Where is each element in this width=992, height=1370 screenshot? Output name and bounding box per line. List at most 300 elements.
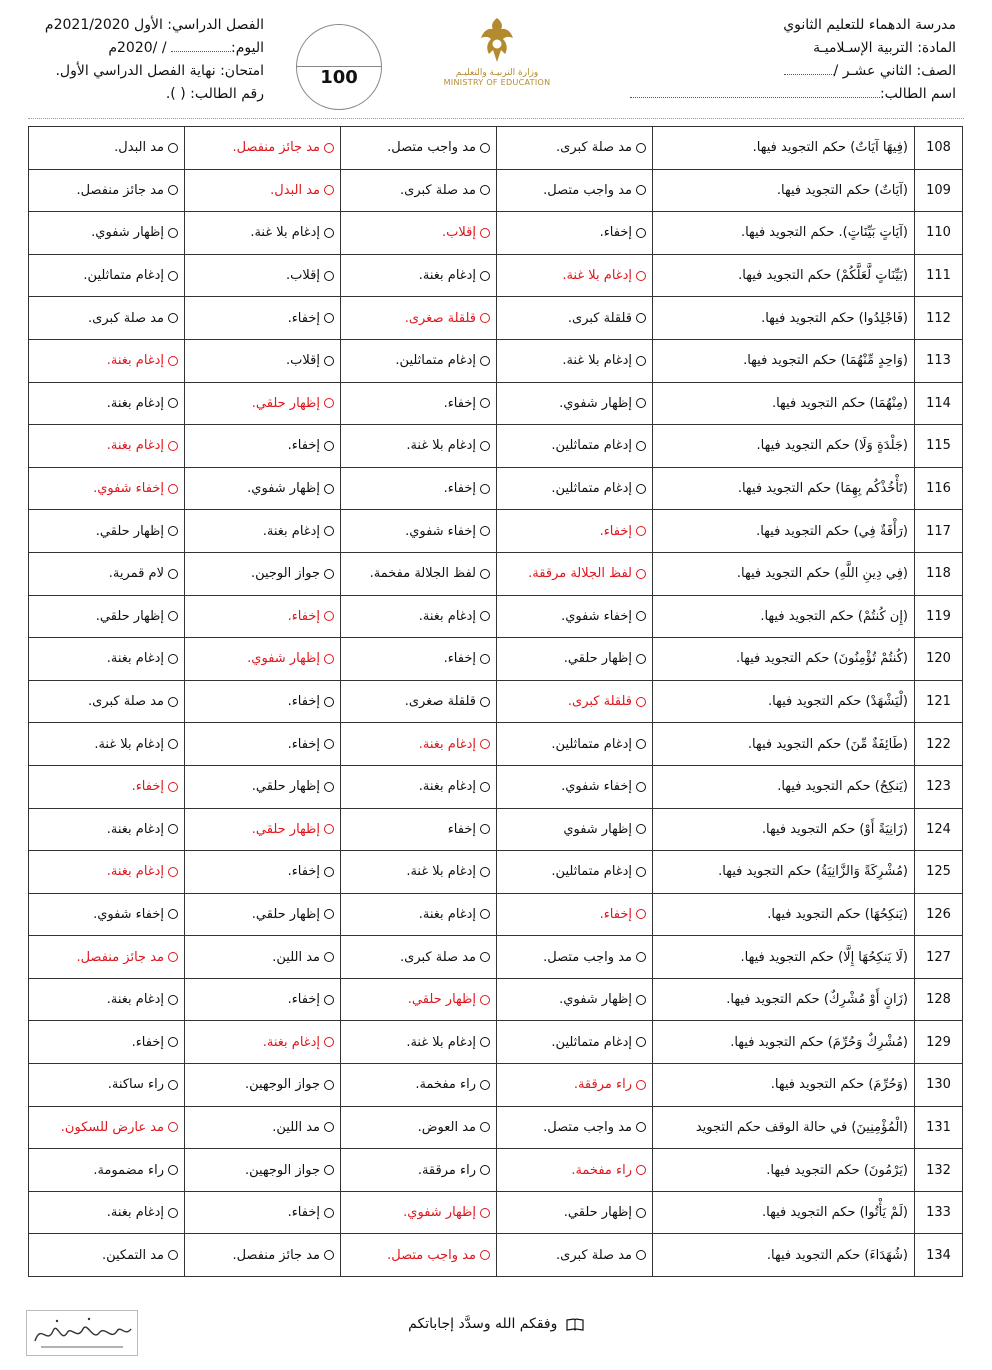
answer-option[interactable]	[497, 169, 653, 212]
questions-table	[28, 126, 963, 1277]
option-label: إخفاء.	[287, 992, 320, 1008]
answer-option-correct[interactable]	[497, 680, 653, 723]
radio-circle-icon[interactable]	[324, 398, 334, 408]
answer-option[interactable]	[29, 297, 185, 340]
answer-option[interactable]	[29, 595, 185, 638]
answer-option-correct[interactable]	[341, 1234, 497, 1277]
falcon-emblem-icon	[479, 16, 515, 66]
radio-circle-icon[interactable]	[636, 611, 646, 621]
question-row	[29, 978, 963, 1021]
question-number: 111	[915, 254, 963, 297]
option-label: إظهار حلقي.	[251, 395, 320, 411]
answer-option-correct[interactable]	[185, 808, 341, 851]
radio-circle-icon[interactable]	[168, 697, 178, 707]
radio-circle-icon[interactable]	[324, 867, 334, 877]
option-label: مد جائز منفصل.	[76, 949, 164, 965]
answer-option[interactable]	[341, 382, 497, 425]
answer-option[interactable]	[185, 851, 341, 894]
radio-circle-icon[interactable]	[480, 143, 490, 153]
answer-option[interactable]	[341, 936, 497, 979]
option-label: إخفاء.	[599, 523, 632, 539]
answer-option-correct[interactable]	[185, 595, 341, 638]
answer-option[interactable]	[497, 467, 653, 510]
radio-circle-icon[interactable]	[636, 484, 646, 494]
radio-circle-icon[interactable]	[636, 398, 646, 408]
radio-circle-icon[interactable]	[324, 313, 334, 323]
answer-option[interactable]	[497, 1021, 653, 1064]
radio-circle-icon[interactable]	[480, 739, 490, 749]
option-label: إخفاء.	[131, 779, 164, 795]
radio-circle-icon[interactable]	[480, 1037, 490, 1047]
answer-option[interactable]	[497, 723, 653, 766]
radio-circle-icon[interactable]	[636, 1122, 646, 1132]
option-label: مد واجب متصل.	[543, 949, 632, 965]
answer-option[interactable]	[497, 297, 653, 340]
answer-option[interactable]	[497, 1106, 653, 1149]
radio-circle-icon[interactable]	[480, 398, 490, 408]
option-label: إقلاب.	[286, 353, 320, 369]
exam-label: امتحان: نهاية الفصل الدراسي الأول.	[55, 63, 264, 79]
radio-circle-icon[interactable]	[168, 654, 178, 664]
option-label: إظهار حلقي.	[251, 779, 320, 795]
radio-circle-icon[interactable]	[636, 569, 646, 579]
answer-option[interactable]	[497, 425, 653, 468]
radio-circle-icon[interactable]	[480, 1122, 490, 1132]
answer-option[interactable]	[341, 127, 497, 170]
radio-circle-icon[interactable]	[168, 1122, 178, 1132]
question-row	[29, 936, 963, 979]
answer-option[interactable]	[29, 510, 185, 553]
answer-option-correct[interactable]	[341, 1191, 497, 1234]
answer-option[interactable]	[185, 339, 341, 382]
answer-option-correct[interactable]	[497, 1149, 653, 1192]
answer-option[interactable]	[29, 169, 185, 212]
answer-option[interactable]	[29, 1191, 185, 1234]
answer-option[interactable]	[185, 936, 341, 979]
radio-circle-icon[interactable]	[636, 952, 646, 962]
radio-circle-icon[interactable]	[636, 526, 646, 536]
option-label: مد التمكين.	[101, 1247, 164, 1263]
radio-circle-icon[interactable]	[480, 271, 490, 281]
answer-option[interactable]	[497, 1234, 653, 1277]
answer-option[interactable]	[29, 1064, 185, 1107]
question-text: (وَحُرِّمَ) حكم التجويد فيها.	[653, 1064, 915, 1107]
answer-option[interactable]	[29, 723, 185, 766]
answer-option-correct[interactable]	[497, 1064, 653, 1107]
radio-circle-icon[interactable]	[480, 1250, 490, 1260]
option-label: إخفاء.	[131, 1034, 164, 1050]
option-label: إدغام بغنة.	[262, 1034, 320, 1050]
radio-circle-icon[interactable]	[324, 782, 334, 792]
radio-circle-icon[interactable]	[324, 1165, 334, 1175]
question-number: 120	[915, 638, 963, 681]
answer-option-correct[interactable]	[29, 851, 185, 894]
question-text: (لَمْ يَأْتُوا) حكم التجويد فيها.	[653, 1191, 915, 1234]
question-number: 109	[915, 169, 963, 212]
answer-option-correct[interactable]	[185, 169, 341, 212]
answer-option[interactable]	[497, 851, 653, 894]
question-number: 113	[915, 339, 963, 382]
question-text: (يَرْمُونَ) حكم التجويد فيها.	[653, 1149, 915, 1192]
answer-option[interactable]	[185, 425, 341, 468]
option-label: إظهار شفوي	[563, 821, 632, 837]
radio-circle-icon[interactable]	[168, 484, 178, 494]
radio-circle-icon[interactable]	[168, 1037, 178, 1047]
radio-circle-icon[interactable]	[168, 143, 178, 153]
answer-option[interactable]	[29, 382, 185, 425]
option-label: إدغام بغنة.	[106, 353, 164, 369]
radio-circle-icon[interactable]	[324, 143, 334, 153]
answer-option[interactable]	[185, 212, 341, 255]
option-label: لفظ الجلالة مرققة.	[528, 566, 632, 582]
option-label: إدغام بغنة.	[418, 736, 476, 752]
answer-option[interactable]	[341, 169, 497, 212]
option-label: مد واجب متصل.	[387, 1247, 476, 1263]
answer-option[interactable]	[185, 1191, 341, 1234]
option-label: إدغام بغنة.	[106, 821, 164, 837]
answer-option-correct[interactable]	[341, 978, 497, 1021]
answer-option[interactable]	[185, 297, 341, 340]
radio-circle-icon[interactable]	[324, 569, 334, 579]
question-text: (الْمُؤْمِنِينَ) في حالة الوقف حكم التجويد	[653, 1106, 915, 1149]
question-number: 116	[915, 467, 963, 510]
radio-circle-icon[interactable]	[324, 909, 334, 919]
answer-option[interactable]	[341, 851, 497, 894]
answer-option-correct[interactable]	[29, 467, 185, 510]
answer-option[interactable]	[497, 127, 653, 170]
school-name: مدرسة الدهماء للتعليم الثانوي	[783, 17, 956, 33]
radio-circle-icon[interactable]	[168, 1208, 178, 1218]
exam-header	[0, 0, 992, 118]
answer-option[interactable]	[497, 595, 653, 638]
radio-circle-icon[interactable]	[168, 782, 178, 792]
radio-circle-icon[interactable]	[168, 995, 178, 1005]
radio-circle-icon[interactable]	[636, 313, 646, 323]
question-number: 122	[915, 723, 963, 766]
radio-circle-icon[interactable]	[324, 697, 334, 707]
radio-circle-icon[interactable]	[480, 909, 490, 919]
answer-option[interactable]	[497, 339, 653, 382]
radio-circle-icon[interactable]	[324, 739, 334, 749]
answer-option-correct[interactable]	[341, 723, 497, 766]
radio-circle-icon[interactable]	[168, 356, 178, 366]
radio-circle-icon[interactable]	[168, 185, 178, 195]
radio-circle-icon[interactable]	[480, 1208, 490, 1218]
radio-circle-icon[interactable]	[636, 782, 646, 792]
question-number: 128	[915, 978, 963, 1021]
option-label: قلقلة كبرى.	[567, 310, 632, 326]
answer-option[interactable]	[29, 808, 185, 851]
option-label: إخفاء شفوي.	[93, 481, 164, 497]
answer-option-correct[interactable]	[29, 339, 185, 382]
radio-circle-icon[interactable]	[480, 484, 490, 494]
radio-circle-icon[interactable]	[480, 611, 490, 621]
question-text: (مُشْرِكٌ وَحُرِّمَ) حكم التجويد فيها.	[653, 1021, 915, 1064]
radio-circle-icon[interactable]	[636, 697, 646, 707]
answer-option[interactable]	[29, 978, 185, 1021]
answer-option[interactable]	[29, 638, 185, 681]
answer-option[interactable]	[341, 510, 497, 553]
option-label: إدغام بلا غنة.	[94, 736, 164, 752]
radio-circle-icon[interactable]	[636, 1165, 646, 1175]
question-number: 108	[915, 127, 963, 170]
radio-circle-icon[interactable]	[636, 1080, 646, 1090]
answer-option[interactable]	[185, 552, 341, 595]
radio-circle-icon[interactable]	[324, 441, 334, 451]
radio-circle-icon[interactable]	[168, 228, 178, 238]
answer-option[interactable]	[497, 1191, 653, 1234]
radio-circle-icon[interactable]	[636, 654, 646, 664]
answer-option[interactable]	[29, 680, 185, 723]
answer-option[interactable]	[341, 254, 497, 297]
question-number: 112	[915, 297, 963, 340]
radio-circle-icon[interactable]	[636, 1037, 646, 1047]
radio-circle-icon[interactable]	[480, 313, 490, 323]
radio-circle-icon[interactable]	[324, 952, 334, 962]
question-number: 114	[915, 382, 963, 425]
answer-option[interactable]	[185, 723, 341, 766]
radio-circle-icon[interactable]	[324, 611, 334, 621]
radio-circle-icon[interactable]	[636, 1208, 646, 1218]
option-label: راء مرققة.	[573, 1077, 632, 1093]
radio-circle-icon[interactable]	[168, 909, 178, 919]
radio-circle-icon[interactable]	[480, 867, 490, 877]
radio-circle-icon[interactable]	[480, 441, 490, 451]
answer-option[interactable]	[185, 1106, 341, 1149]
answer-option[interactable]	[341, 1064, 497, 1107]
radio-circle-icon[interactable]	[168, 611, 178, 621]
option-label: قلقلة صغرى.	[404, 310, 476, 326]
question-row	[29, 382, 963, 425]
option-label: إدغام متماثلين.	[551, 481, 632, 497]
radio-circle-icon[interactable]	[636, 228, 646, 238]
answer-option[interactable]	[185, 893, 341, 936]
option-label: إدغام بلا غنة.	[250, 225, 320, 241]
radio-circle-icon[interactable]	[636, 909, 646, 919]
answer-option[interactable]	[497, 808, 653, 851]
answer-option[interactable]	[29, 1021, 185, 1064]
radio-circle-icon[interactable]	[480, 569, 490, 579]
radio-circle-icon[interactable]	[168, 1165, 178, 1175]
answer-option-correct[interactable]	[185, 382, 341, 425]
answer-option[interactable]	[341, 893, 497, 936]
option-label: راء مفخمة.	[415, 1077, 476, 1093]
answer-option[interactable]	[497, 978, 653, 1021]
question-number: 110	[915, 212, 963, 255]
answer-option-correct[interactable]	[185, 638, 341, 681]
answer-option[interactable]	[29, 1234, 185, 1277]
radio-circle-icon[interactable]	[324, 1122, 334, 1132]
answer-option[interactable]	[341, 425, 497, 468]
radio-circle-icon[interactable]	[324, 1208, 334, 1218]
radio-circle-icon[interactable]	[480, 1080, 490, 1090]
answer-option[interactable]	[29, 1149, 185, 1192]
radio-circle-icon[interactable]	[324, 1037, 334, 1047]
answer-option[interactable]	[185, 1149, 341, 1192]
radio-circle-icon[interactable]	[636, 867, 646, 877]
answer-option[interactable]	[497, 936, 653, 979]
answer-option-correct[interactable]	[29, 1106, 185, 1149]
radio-circle-icon[interactable]	[480, 697, 490, 707]
answer-option[interactable]	[29, 254, 185, 297]
radio-circle-icon[interactable]	[324, 484, 334, 494]
answer-option[interactable]	[29, 552, 185, 595]
option-label: إظهار شفوي.	[559, 395, 632, 411]
radio-circle-icon[interactable]	[636, 271, 646, 281]
question-row	[29, 127, 963, 170]
answer-option-correct[interactable]	[341, 212, 497, 255]
question-row	[29, 425, 963, 468]
answer-option[interactable]	[185, 680, 341, 723]
radio-circle-icon[interactable]	[324, 654, 334, 664]
radio-circle-icon[interactable]	[636, 824, 646, 834]
answer-option[interactable]	[29, 127, 185, 170]
option-label: إدغام بلا غنة.	[406, 864, 476, 880]
grade-label: الصف: الثاني عشـر /	[616, 60, 956, 83]
option-label: مد صلة كبرى.	[400, 182, 476, 198]
question-number: 129	[915, 1021, 963, 1064]
option-label: إدغام متماثلين.	[551, 1034, 632, 1050]
answer-option[interactable]	[185, 510, 341, 553]
question-text: (فِي دِينِ اللَّهِ) حكم التجويد فيها.	[653, 552, 915, 595]
question-text: (وَاحِدٍ مِّنْهُمَا) حكم التجويد فيها.	[653, 339, 915, 382]
radio-circle-icon[interactable]	[168, 271, 178, 281]
date-label: / /2020م	[108, 40, 167, 56]
radio-circle-icon[interactable]	[480, 782, 490, 792]
open-book-icon	[566, 1318, 584, 1331]
answer-option[interactable]	[341, 1149, 497, 1192]
answer-option-correct[interactable]	[29, 936, 185, 979]
radio-circle-icon[interactable]	[168, 441, 178, 451]
radio-circle-icon[interactable]	[168, 569, 178, 579]
answer-option[interactable]	[185, 467, 341, 510]
question-text: (يَنكِحُ) حكم التجويد فيها.	[653, 765, 915, 808]
option-label: إظهار حلقي.	[563, 651, 632, 667]
answer-option-correct[interactable]	[29, 765, 185, 808]
question-text: (لَا يَنكِحُهَا إِلَّا) حكم التجويد فيها.	[653, 936, 915, 979]
radio-circle-icon[interactable]	[480, 356, 490, 366]
answer-option[interactable]	[497, 638, 653, 681]
answer-option[interactable]	[341, 552, 497, 595]
option-label: إدغام متماثلين.	[551, 736, 632, 752]
answer-option[interactable]	[341, 808, 497, 851]
radio-circle-icon[interactable]	[636, 739, 646, 749]
question-number: 121	[915, 680, 963, 723]
radio-circle-icon[interactable]	[324, 228, 334, 238]
radio-circle-icon[interactable]	[168, 313, 178, 323]
answer-option[interactable]	[341, 638, 497, 681]
radio-circle-icon[interactable]	[168, 824, 178, 834]
radio-circle-icon[interactable]	[168, 398, 178, 408]
answer-option-correct[interactable]	[497, 893, 653, 936]
answer-option[interactable]	[497, 212, 653, 255]
answer-option[interactable]	[341, 680, 497, 723]
radio-circle-icon[interactable]	[324, 526, 334, 536]
option-label: إظهار شفوي.	[403, 1205, 476, 1221]
radio-circle-icon[interactable]	[636, 441, 646, 451]
answer-option[interactable]	[341, 1106, 497, 1149]
radio-circle-icon[interactable]	[324, 1250, 334, 1260]
radio-circle-icon[interactable]	[168, 1250, 178, 1260]
radio-circle-icon[interactable]	[168, 1080, 178, 1090]
radio-circle-icon[interactable]	[168, 952, 178, 962]
answer-option[interactable]	[341, 765, 497, 808]
ministry-name-ar: وزارة التربيـة والتعليـم	[455, 68, 539, 78]
option-label: قلقلة صغرى.	[404, 694, 476, 710]
radio-circle-icon[interactable]	[636, 143, 646, 153]
answer-option[interactable]	[497, 765, 653, 808]
answer-option[interactable]	[185, 978, 341, 1021]
question-number: 125	[915, 851, 963, 894]
option-label: إدغام متماثلين.	[395, 353, 476, 369]
answer-option-correct[interactable]	[185, 1021, 341, 1064]
radio-circle-icon[interactable]	[636, 1250, 646, 1260]
radio-circle-icon[interactable]	[324, 185, 334, 195]
radio-circle-icon[interactable]	[324, 995, 334, 1005]
option-label: إظهار حلقي.	[95, 523, 164, 539]
option-label: لفظ الجلالة مفخمة.	[369, 566, 476, 582]
radio-circle-icon[interactable]	[480, 1165, 490, 1175]
radio-circle-icon[interactable]	[636, 185, 646, 195]
answer-option-correct[interactable]	[497, 510, 653, 553]
radio-circle-icon[interactable]	[324, 824, 334, 834]
answer-option[interactable]	[341, 339, 497, 382]
answer-option-correct[interactable]	[341, 297, 497, 340]
radio-circle-icon[interactable]	[636, 995, 646, 1005]
answer-option[interactable]	[497, 382, 653, 425]
option-label: قلقلة كبرى.	[567, 694, 632, 710]
option-label: مد صلة كبرى.	[556, 140, 632, 156]
answer-option-correct[interactable]	[497, 552, 653, 595]
answer-option[interactable]	[185, 765, 341, 808]
option-label: إخفاء.	[287, 310, 320, 326]
radio-circle-icon[interactable]	[480, 228, 490, 238]
day-label: اليوم: / /2020م	[108, 40, 264, 56]
radio-circle-icon[interactable]	[636, 356, 646, 366]
radio-circle-icon[interactable]	[168, 739, 178, 749]
radio-circle-icon[interactable]	[480, 952, 490, 962]
question-number: 123	[915, 765, 963, 808]
radio-circle-icon[interactable]	[480, 185, 490, 195]
radio-circle-icon[interactable]	[324, 356, 334, 366]
answer-option-correct[interactable]	[497, 254, 653, 297]
question-row	[29, 1021, 963, 1064]
option-label: إدغام بغنة.	[418, 779, 476, 795]
radio-circle-icon[interactable]	[168, 867, 178, 877]
answer-option-correct[interactable]	[185, 127, 341, 170]
answer-option[interactable]	[29, 212, 185, 255]
answer-option[interactable]	[341, 595, 497, 638]
radio-circle-icon[interactable]	[168, 526, 178, 536]
radio-circle-icon[interactable]	[480, 995, 490, 1005]
option-label: إخفاء	[447, 821, 476, 837]
answer-option-correct[interactable]	[29, 425, 185, 468]
radio-circle-icon[interactable]	[324, 271, 334, 281]
answer-option[interactable]	[341, 467, 497, 510]
answer-option[interactable]	[29, 893, 185, 936]
radio-circle-icon[interactable]	[480, 824, 490, 834]
answer-option[interactable]	[341, 1021, 497, 1064]
radio-circle-icon[interactable]	[480, 654, 490, 664]
answer-option[interactable]	[185, 1064, 341, 1107]
question-row	[29, 339, 963, 382]
question-number: 133	[915, 1191, 963, 1234]
answer-option[interactable]	[185, 1234, 341, 1277]
question-text: (طَائِفَةٌ مِّنَ) حكم التجويد فيها.	[653, 723, 915, 766]
radio-circle-icon[interactable]	[324, 1080, 334, 1090]
radio-circle-icon[interactable]	[480, 526, 490, 536]
answer-option[interactable]	[185, 254, 341, 297]
